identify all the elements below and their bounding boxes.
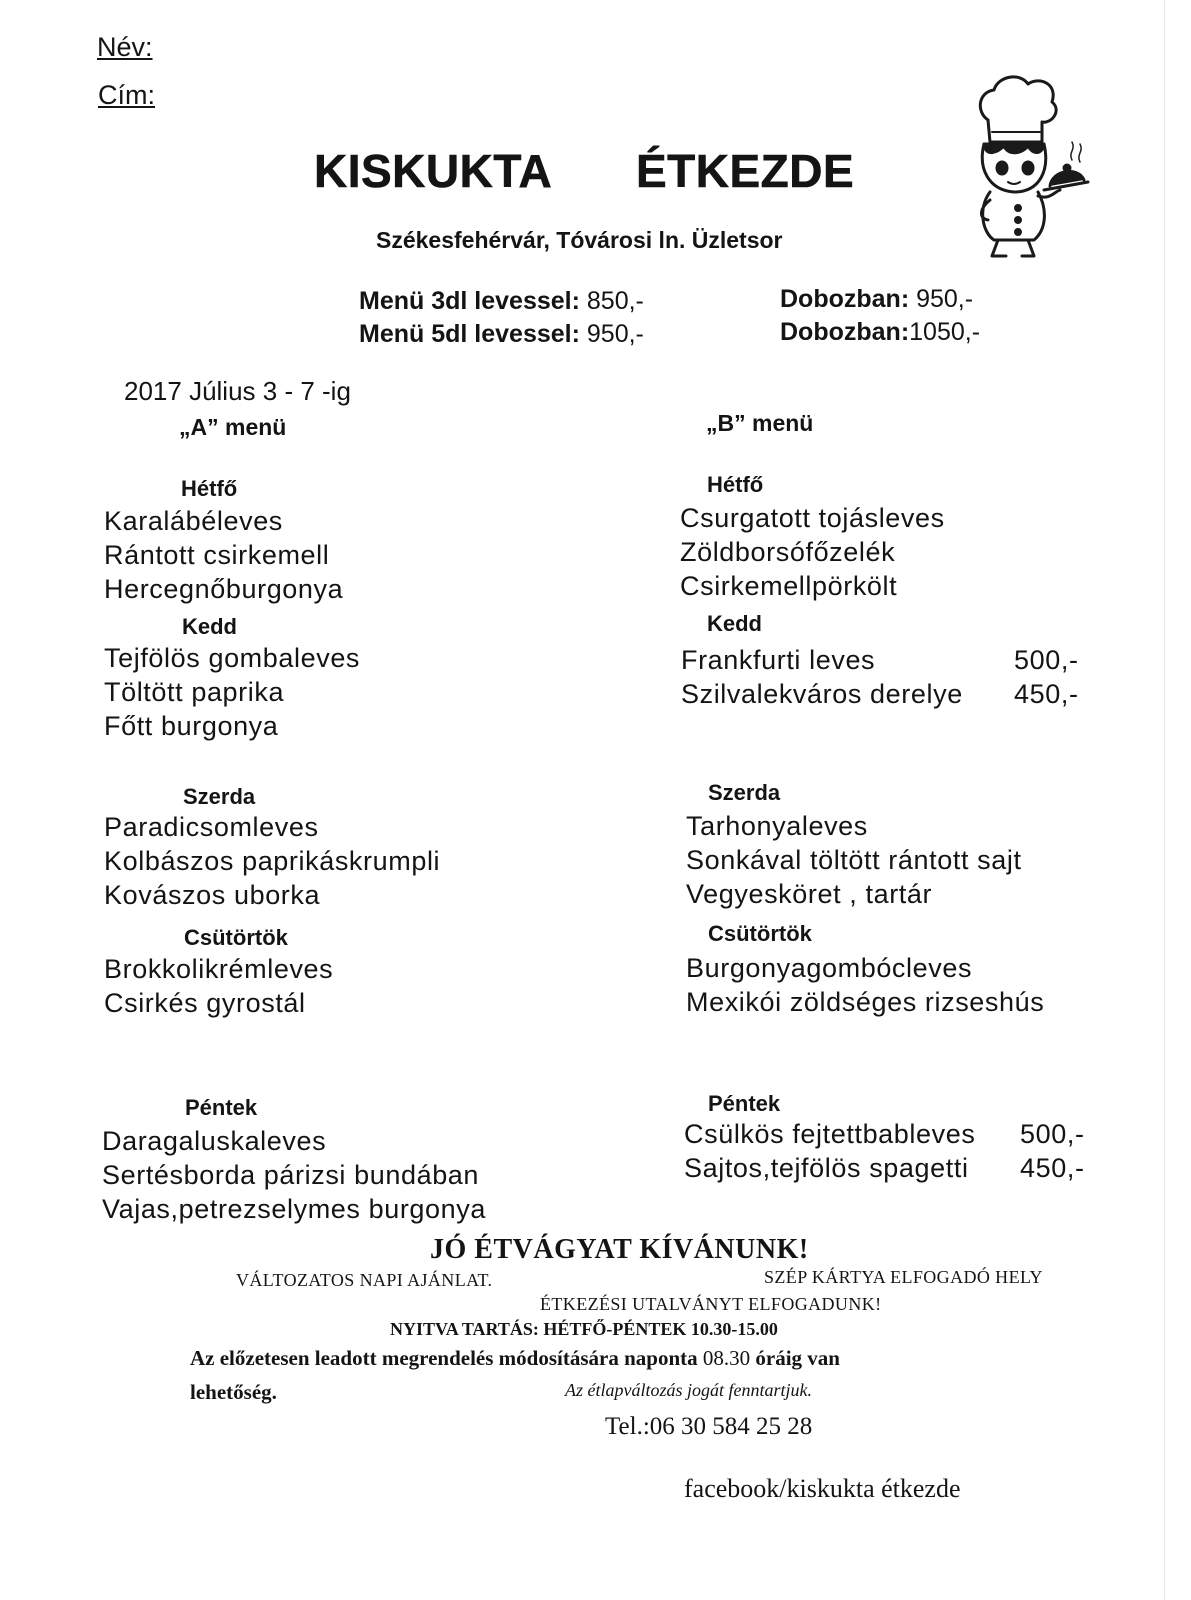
order-note-text: Az előzetesen leadott megrendelés módosítására naponta <box>190 1346 698 1370</box>
box-5dl-label: Dobozban: <box>780 318 910 346</box>
menu-a-tuesday-dishes <box>104 641 360 743</box>
order-note-end: lehetőség. <box>190 1380 277 1404</box>
title-etkezde: ÉTKEZDE <box>636 145 855 197</box>
dish: Sonkával töltött rántott sajt <box>686 845 1022 875</box>
dish: Tejfölös gombaleves <box>104 643 361 673</box>
menu-b-friday-dishes <box>684 1117 975 1185</box>
menu-b-monday-dishes <box>680 501 945 603</box>
dish: Főtt burgonya <box>104 711 279 741</box>
menu-b-tuesday-prices <box>1014 643 1079 711</box>
menu-b-day-tuesday: Kedd <box>707 611 762 636</box>
menu-a-day-wednesday: Szerda <box>183 784 256 809</box>
menu-a-monday-dishes <box>104 504 343 606</box>
dish: Csirkemellpörkölt <box>680 571 898 601</box>
box-3dl-price: 950,- <box>916 285 974 313</box>
dish: Sajtos,tejfölös spagetti <box>684 1153 969 1183</box>
opening-hours: NYITVA TARTÁS: HÉTFŐ-PÉNTEK 10.30-15.00 <box>390 1319 778 1339</box>
name-label: Név: <box>97 32 153 62</box>
menu-a-wednesday-dishes <box>104 810 440 912</box>
menu-a-day-thursday: Csütörtök <box>184 925 288 950</box>
dish-price: 500,- <box>1020 1119 1085 1149</box>
menu-b-day-friday: Péntek <box>708 1091 781 1116</box>
menu-b-thursday-dishes <box>686 951 1044 1019</box>
dish: Brokkolikrémleves <box>104 954 334 984</box>
menu-a-day-tuesday: Kedd <box>182 614 237 639</box>
order-note-line <box>190 1346 840 1371</box>
menu-5dl-price: 950,- <box>586 320 644 348</box>
dish: Tarhonyaleves <box>686 811 868 841</box>
menu-b-wednesday-dishes <box>686 809 1022 911</box>
facebook-link: facebook/kiskukta étkezde <box>684 1474 961 1503</box>
dish: Sertésborda párizsi bundában <box>102 1160 480 1190</box>
slogan: JÓ ÉTVÁGYAT KÍVÁNUNK! <box>430 1234 809 1265</box>
title-kiskukta: KISKUKTA <box>314 145 553 197</box>
box-3dl-row <box>780 285 973 314</box>
menu-5dl-row <box>359 320 644 349</box>
menu-b-day-thursday: Csütörtök <box>708 921 812 946</box>
menu-b-friday-prices <box>1020 1117 1085 1185</box>
dish: Frankfurti leves <box>681 645 876 675</box>
menu-b-day-wednesday: Szerda <box>708 780 781 805</box>
dish: Zöldborsófőzelék <box>680 537 896 567</box>
order-note-suffix: óráig van <box>755 1346 840 1370</box>
menu-change-note: Az étlapváltozás jogát fenntartjuk. <box>565 1380 812 1400</box>
dish-price: 450,- <box>1020 1153 1085 1183</box>
dish: Vajas,petrezselymes burgonya <box>102 1194 486 1224</box>
dish: Töltött paprika <box>104 677 285 707</box>
dish: Karalábéleves <box>104 506 283 536</box>
scan-edge <box>1164 0 1165 1600</box>
menu-a-friday-dishes <box>102 1124 486 1226</box>
menu-a-day-monday: Hétfő <box>181 476 238 501</box>
dish: Kovászos uborka <box>104 880 321 910</box>
restaurant-address: Székesfehérvár, Tóvárosi ln. Üzletsor <box>376 227 783 253</box>
box-5dl-price: 1050,- <box>909 318 981 346</box>
dish: Paradicsomleves <box>104 812 319 842</box>
menu-3dl-price: 850,- <box>586 287 644 315</box>
menu-a-title: „A” menü <box>179 414 287 440</box>
dish: Daragaluskaleves <box>102 1126 327 1156</box>
dish: Mexikói zöldséges rizseshús <box>686 987 1045 1017</box>
dish: Hercegnőburgonya <box>104 574 344 604</box>
menu-b-day-monday: Hétfő <box>707 472 764 497</box>
menu-b-tuesday-dishes <box>681 643 963 711</box>
order-note-time: 08.30 <box>702 1346 751 1370</box>
dish: Szilvalekváros derelye <box>681 679 963 709</box>
phone-number: Tel.:06 30 584 25 28 <box>605 1413 813 1440</box>
dish: Rántott csirkemell <box>104 540 330 570</box>
dish: Kolbászos paprikáskrumpli <box>104 846 441 876</box>
dish: Burgonyagombócleves <box>686 953 973 983</box>
menu-3dl-row <box>359 287 644 316</box>
date-range: 2017 Július 3 - 7 -ig <box>124 376 351 406</box>
menu-b-title: „B” menü <box>706 410 814 436</box>
dish-price: 450,- <box>1014 679 1079 709</box>
dish: Vegyesköret , tartár <box>686 879 933 909</box>
box-3dl-label: Dobozban: <box>780 285 910 313</box>
menu-a-day-friday: Péntek <box>185 1095 258 1120</box>
address-label: Cím: <box>98 80 155 110</box>
voucher-note: ÉTKEZÉSI UTALVÁNYT ELFOGADUNK! <box>540 1294 882 1314</box>
dish: Csurgatott tojásleves <box>680 503 945 533</box>
menu-3dl-label: Menü 3dl levessel: <box>359 287 580 315</box>
menu-a-thursday-dishes <box>104 952 333 1020</box>
dish: Csirkés gyrostál <box>104 988 306 1018</box>
dish: Csülkös fejtettbableves <box>684 1119 976 1149</box>
menu-5dl-label: Menü 5dl levessel: <box>359 320 580 348</box>
daily-offer: VÁLTOZATOS NAPI AJÁNLAT. <box>236 1270 493 1290</box>
dish-price: 500,- <box>1014 645 1079 675</box>
szep-card-note: SZÉP KÁRTYA ELFOGADÓ HELY <box>764 1267 1043 1287</box>
chef-mascot-icon <box>948 72 1098 262</box>
box-5dl-row <box>780 318 980 347</box>
